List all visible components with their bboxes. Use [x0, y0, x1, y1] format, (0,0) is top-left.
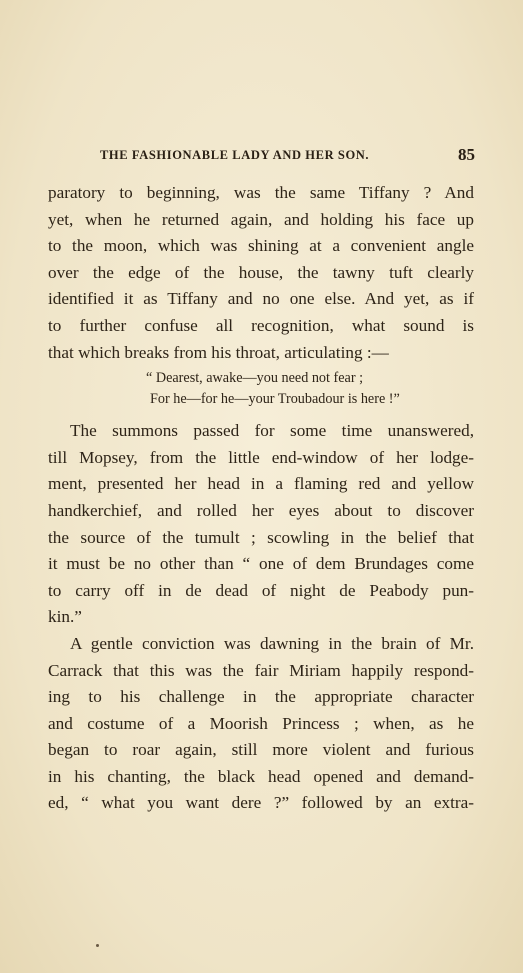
running-title: THE FASHIONABLE LADY AND HER SON. [100, 148, 370, 162]
text-line: ing to his challenge in the appropriate character [48, 687, 474, 707]
verse-line: For he—for he—your Troubadour is here !” [150, 391, 400, 408]
paragraph-2 [48, 418, 474, 631]
body-text [48, 180, 474, 817]
verse-quote [48, 368, 474, 410]
text-line: it must be no other than “ one of dem Brundages come [48, 554, 474, 574]
verse-line: “ Dearest, awake—you need not fear ; [146, 370, 364, 387]
text-line: and costume of a Moorish Princess ; when, as he [48, 713, 474, 733]
paragraph-1 [48, 180, 474, 366]
text-line: in his chanting, the black head opened and demand- [48, 766, 474, 786]
text-line: kin.” [48, 607, 82, 627]
paragraph-3 [48, 631, 474, 817]
text-line: ment, presented her head in a flaming red and yellow [48, 474, 474, 494]
text-line: that which breaks from his throat, articulating :— [48, 342, 389, 362]
page-number: 85 [458, 145, 475, 164]
text-line: ed, “ what you want dere ?” followed by an extra- [48, 793, 474, 813]
text-line: identified it as Tiffany and no one else. And yet, as if [48, 289, 474, 309]
text-line: Carrack that this was the fair Miriam happily respond- [48, 660, 474, 680]
text-line: the source of the tumult ; scowling in the belief that [48, 527, 474, 547]
text-line: till Mopsey, from the little end-window of her lodge- [48, 447, 474, 467]
text-line: paratory to beginning, was the same Tiffany ? And [48, 183, 474, 202]
text-line: began to roar again, still more violent and furious [48, 740, 474, 760]
paper-speck [96, 944, 99, 947]
text-line: over the edge of the house, the tawny tuft clearly [48, 262, 474, 282]
text-line: to further confuse all recognition, what sound is [48, 315, 474, 335]
text-line: handkerchief, and rolled her eyes about to discover [48, 500, 474, 520]
text-line: The summons passed for some time unanswered, [70, 421, 474, 441]
text-line: A gentle conviction was dawning in the brain of Mr. [70, 633, 474, 653]
running-head [48, 145, 475, 168]
text-line: to the moon, which was shining at a convenient angle [48, 236, 474, 256]
text-line: to carry off in de dead of night de Peabody pun- [48, 580, 474, 600]
text-line: yet, when he returned again, and holding his face up [48, 209, 474, 229]
